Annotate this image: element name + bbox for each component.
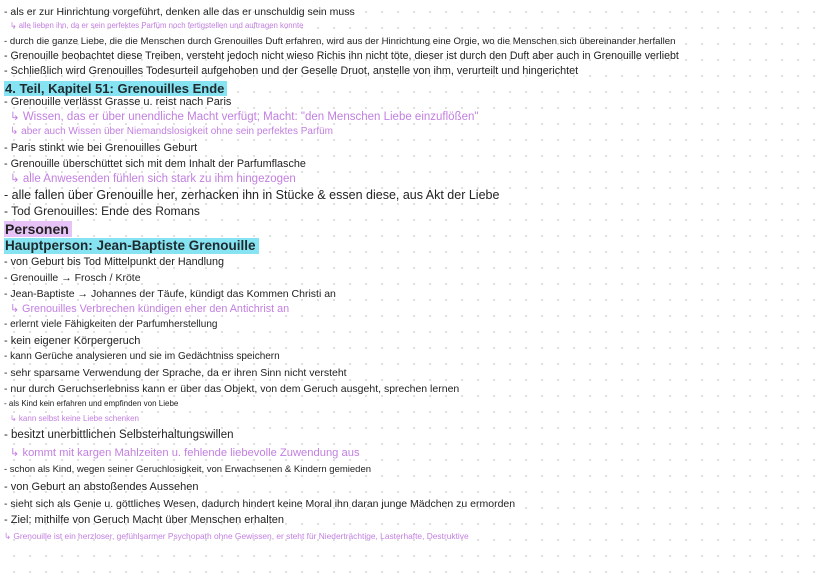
note-line: - sieht sich als Genie u. göttliches Wesen, dadurch hindert keine Moral ihn daran junge Mädchen zu ermorden [4, 498, 516, 510]
note-line: - von Geburt an abstoßendes Aussehen [4, 481, 199, 493]
note-line: - Grenouille überschüttet sich mit dem Inhalt der Parfumflasche [4, 158, 306, 170]
annotation-line: ↳ kommt mit kargen Mahlzeiten u. fehlende liebevolle Zuwendung aus [10, 447, 360, 459]
annotation-line: ↳ alle lieben ihn, da er sein perfektes Parfüm noch fertigstellen und auftragen konnte [10, 21, 304, 30]
note-line: - Grenouille beobachtet diese Treiben, versteht jedoch nicht wieso Richis ihn nicht töte, dieser ist durch den Duft aber auch in Grenouille verliebt [4, 50, 679, 62]
note-line: - Paris stinkt wie bei Grenouilles Geburt [4, 142, 198, 154]
note-line: - von Geburt bis Tod Mittelpunkt der Handlung [4, 256, 225, 268]
note-line: - Grenouille verlässt Grasse u. reist nach Paris [4, 96, 232, 108]
main-character-heading: Hauptperson: Jean-Baptiste Grenouille [4, 238, 259, 254]
note-line: - Schließlich wird Grenouilles Todesurteil aufgehoben und der Geselle Druot, anstelle von ihm, verurteilt und hingerichtet [4, 65, 579, 77]
note-line: - alle fallen über Grenouille her, zerhacken ihn in Stücke & essen diese, aus Akt der Liebe [4, 188, 500, 202]
note-line: - Ziel: mithilfe von Geruch Macht über Menschen erhalten [4, 514, 285, 526]
note-line: - nur durch Geruchserlebniss kann er über das Objekt, von dem Geruch ausgeht, sprechen lernen [4, 383, 460, 395]
note-line: - als er zur Hinrichtung vorgeführt, denken alle das er unschuldig sein muss [4, 6, 355, 18]
annotation-line: ↳ Grenouille ist ein herzloser, gefühlsarmer Psychopath ohne Gewissen, er steht für Niederträchtige, Lasterhafte, Destruktive [4, 531, 469, 541]
note-line: - Grenouille → Frosch / Kröte [4, 272, 141, 284]
annotation-line: ↳ alle Anwesenden fühlen sich stark zu ihm hingezogen [10, 173, 296, 185]
note-line: - erlernt viele Fähigkeiten der Parfumherstellung [4, 319, 218, 330]
chapter-heading: 4. Teil, Kapitel 51: Grenouilles Ende [4, 81, 227, 96]
annotation-line: ↳ Wissen, das er über unendliche Macht verfügt; Macht: "den Menschen Liebe einzuflößen" [10, 111, 479, 123]
note-line: - Jean-Baptiste → Johannes der Täufe, kündigt das Kommen Christi an [4, 288, 336, 300]
note-line: - besitzt unerbittlichen Selbsterhaltungswillen [4, 429, 234, 441]
section-heading-personen: Personen [4, 221, 72, 237]
note-line: - als Kind kein erfahren und empfinden von Liebe [4, 399, 179, 408]
annotation-line: ↳ aber auch Wissen über Niemandslosigkeit ohne sein perfektes Parfüm [10, 126, 333, 137]
annotation-line: ↳ Grenouilles Verbrechen kündigen eher den Antichrist an [10, 303, 290, 315]
note-line: - sehr sparsame Verwendung der Sprache, da er ihren Sinn nicht versteht [4, 367, 347, 379]
note-line: - Tod Grenouilles: Ende des Romans [4, 204, 200, 218]
note-line: - schon als Kind, wegen seiner Geruchlosigkeit, von Erwachsenen & Kindern gemieden [4, 464, 372, 475]
note-line: - kann Gerüche analysieren und sie im Gedächtniss speichern [4, 351, 280, 362]
note-line: - kein eigener Körpergeruch [4, 335, 141, 347]
note-line: - durch die ganze Liebe, die die Menschen durch Grenouilles Duft erfahren, wird aus der Hinrichtung eine Orgie, wo die Menschen sich übereinander herfallen [4, 36, 676, 47]
annotation-line: ↳ kann selbst keine Liebe schenken [10, 414, 140, 423]
